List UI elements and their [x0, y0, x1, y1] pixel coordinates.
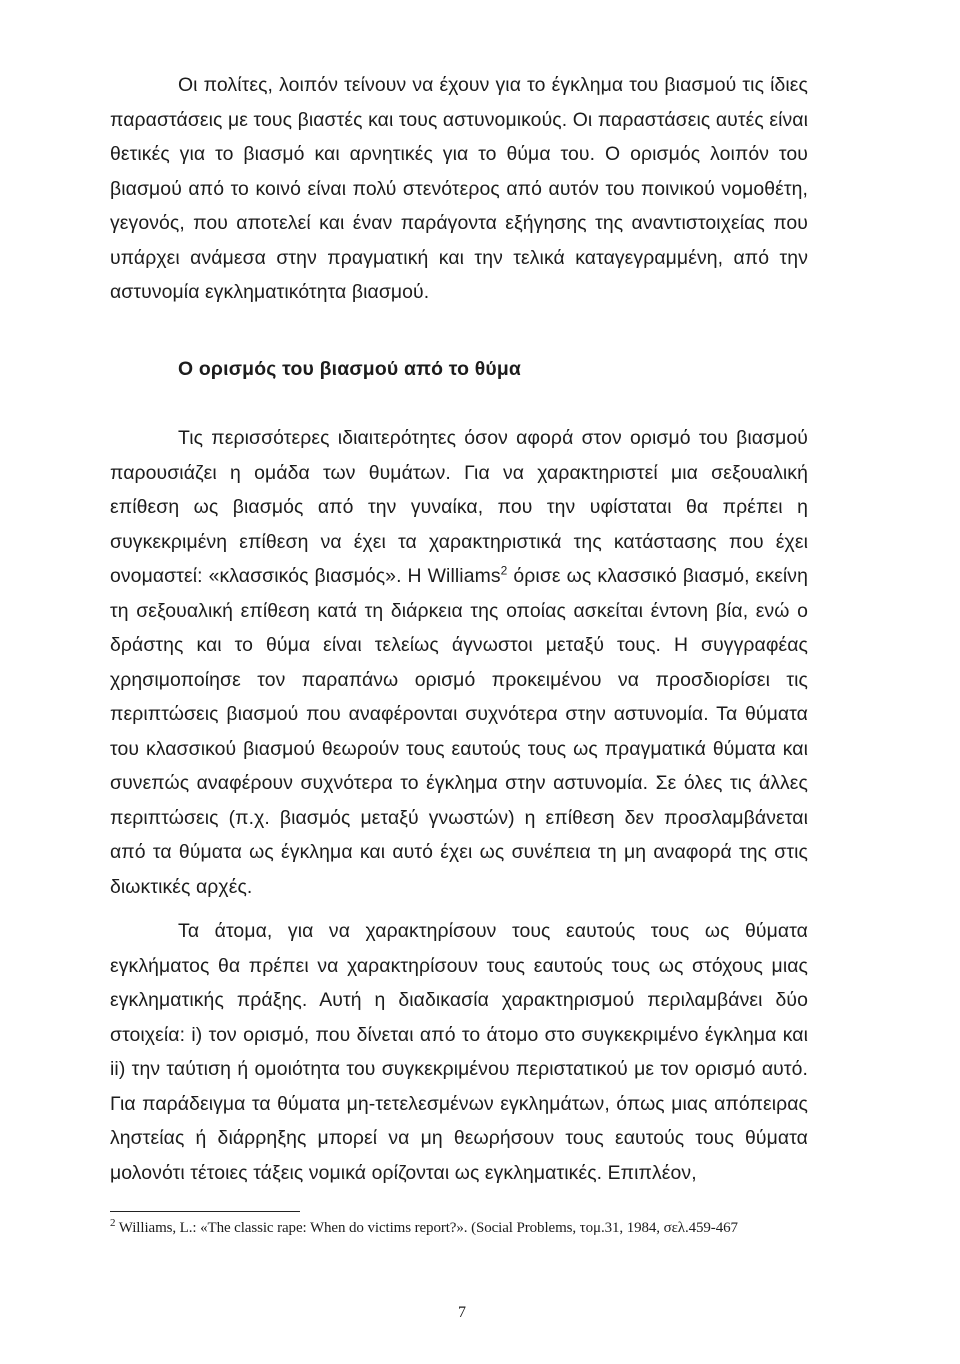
- footnote-text: Williams, L.: «The classic rape: When do victims report?». (Social Problems, τομ.31, 1984, σελ.459-467: [115, 1220, 738, 1236]
- paragraph-text: Τις περισσότερες ιδιαιτερότητες όσον αφορά στον ορισμό του βιασμού παρουσιάζει η ομάδα των θυμάτων. Για να χαρακτηριστεί μια σεξουαλική επίθεση ως βιασμός από την γυναίκα, που την υφίσταται θα πρέπει η συγκεκριμένη επίθεση να έχει τα χαρακτηριστικά της κατάστασης που έχει ονομαστεί: «κλασσικός βιασμός». Η Williams: [110, 427, 808, 587]
- section-heading: Ο ορισμός του βιασμού από το θύμα: [178, 358, 522, 380]
- footnote-number: 2: [110, 1217, 116, 1229]
- paragraph-text: όρισε ως κλασσικό βιασμό, εκείνη τη σεξουαλική επίθεση κατά τη διάρκεια της οποίας ασκείται έντονη βία, ενώ ο δράστης και το θύμα είναι τελείως άγνωστοι μεταξύ τους. Η συγγραφέας χρησιμοποίησε τον παραπάνω ορισμό προκειμένου να προσδιορίσει τις περιπτώσεις βιασμού που αναφέρονται συχνότερα στην αστυνομία. Τα θύματα του κλασσικού βιασμού θεωρούν τους εαυτούς τους ως πραγματικά θύματα και συνεπώς αναφέρουν συχνότερα το έγκλημα στην αστυνομία. Σε όλες τις άλλες περιπτώσεις (π.χ. βιασμός μεταξύ γνωστών) η επίθεση δεν προσλαμβάνεται από τα θύματα ως έγκλημα και αυτό έχει ως συνέπεια τη μη αναφορά της στις διωκτικές αρχές.: [110, 565, 808, 898]
- footnote: [110, 1218, 800, 1239]
- body-paragraph: [110, 421, 808, 904]
- page-number: 7: [458, 1304, 466, 1321]
- footnote-reference: 2: [500, 563, 508, 578]
- footnote-separator: [110, 1211, 300, 1212]
- body-paragraph: Οι πολίτες, λοιπόν τείνουν να έχουν για το έγκλημα του βιασμού τις ίδιες παραστάσεις με τους βιαστές και τους αστυνομικούς. Οι παραστάσεις αυτές είναι θετικές για το βιασμό και αρνητικές για το θύμα του. Ο ορισμός λοιπόν του βιασμού από το κοινό είναι πολύ στενότερος από αυτόν του ποινικού νομοθέτη, γεγονός, που αποτελεί και έναν παράγοντα εξήγησης της αναντιστοιχείας που υπάρχει ανάμεσα στην πραγματική και την τελικά καταγεγραμμένη, από την αστυνομία εγκληματικότητα βιασμού.: [110, 74, 808, 303]
- body-paragraph: Τα άτομα, για να χαρακτηρίσουν τους εαυτούς τους ως θύματα εγκλήματος θα πρέπει να χαρακτηρίσουν τους εαυτούς τους ως στόχους μιας εγκληματικής πράξης. Αυτή η διαδικασία χαρακτηρισμού περιλαμβάνει δύο στοιχεία: i) τον ορισμό, που δίνεται από το άτομο στο συγκεκριμένο έγκλημα και ii) την ταύτιση ή ομοιότητα του συγκεκριμένου περιστατικού με τον ορισμό αυτό. Για παράδειγμα τα θύματα μη-τετελεσμένων εγκλημάτων, όπως μιας απόπειρας ληστείας ή διάρρηξης μπορεί να μη θεωρήσουν τους εαυτούς τους θύματα μολονότι τέτοιες τάξεις νομικά ορίζονται ως εγκληματικές. Επιπλέον,: [110, 920, 808, 1184]
